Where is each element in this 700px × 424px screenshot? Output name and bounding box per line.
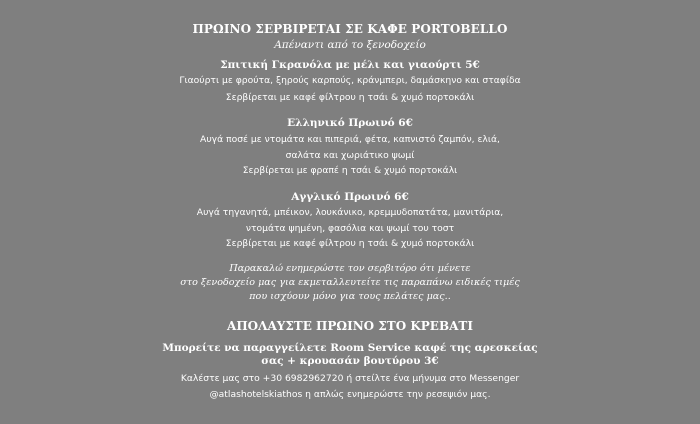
- room-service-title: ΑΠΟΛΑΥΣΤΕ ΠΡΩΙΝΟ ΣΤΟ ΚΡΕΒΑΤΙ: [227, 319, 473, 333]
- room-service-contact-2: @atlashotelskiathos η απλώς ενημερώστε την ρεσεψιόν μας.: [209, 389, 491, 400]
- room-service-offer-2: σας + κρουασάν βουτύρου 3€: [261, 355, 439, 367]
- menu-item-desc-granola: Γιαούρτι με φρούτα, ξηρούς καρπούς, κράνμπερι, δαμάσκηνο και σταφίδα: [179, 75, 521, 86]
- menu-item-serving-greek: Σερβίρεται με φραπέ η τσάι & χυμό πορτοκάλι: [242, 165, 458, 176]
- menu-item-desc-greek: Αυγά ποσέ με ντομάτα και πιπεριά, φέτα, καπνιστό ζαμπόν, ελιά,: [200, 134, 500, 145]
- notice-line-3: που ισχύουν μόνο για τους πελάτες μας..: [249, 291, 451, 302]
- notice-line-1: Παρακαλώ ενημερώστε τον σερβιτόρο ότι μένετε: [229, 263, 471, 274]
- page-subtitle: Απέναντι από το ξενοδοχείο: [274, 39, 426, 51]
- menu-item-desc-english: Αυγά τηγανητά, μπέικον, λουκάνικο, κρεμμυδοπατάτα, μανιτάρια,: [196, 207, 504, 218]
- menu-item-desc-greek-2: σαλάτα και χωριάτικο ψωμί: [285, 150, 415, 161]
- menu-item-desc-english-2: ντομάτα ψημένη, φασόλια και ψωμί του τοστ: [245, 223, 455, 234]
- notice-line-2: στο ξενοδοχείο μας για εκμεταλλευτείτε τις παραπάνω ειδικές τιμές: [180, 277, 520, 288]
- room-service-offer-1: Μπορείτε να παραγγείλετε Room Service καφέ της αρεσκείας: [162, 342, 538, 354]
- page-title: ΠΡΩΙΝΟ ΣΕΡΒΙΡΕΤΑΙ ΣΕ ΚΑΦΕ PORTOBELLO: [192, 22, 508, 36]
- menu-item-title-english: Αγγλικό Πρωινό 6€: [291, 191, 409, 203]
- menu-item-title-granola: Σπιτική Γκρανόλα με μέλι και γιαούρτι 5€: [220, 59, 480, 71]
- menu-item-serving-english: Σερβίρεται με καφέ φίλτρου η τσάι & χυμό πορτοκάλι: [225, 238, 475, 249]
- room-service-contact-1: Καλέστε μας στο +30 6982962720 ή στείλτε ένα μήνυμα στο Messenger: [180, 373, 520, 384]
- menu-item-title-greek: Ελληνικό Πρωινό 6€: [287, 117, 413, 129]
- menu-item-serving-granola: Σερβίρεται με καφέ φίλτρου η τσάι & χυμό πορτοκάλι: [225, 92, 475, 103]
